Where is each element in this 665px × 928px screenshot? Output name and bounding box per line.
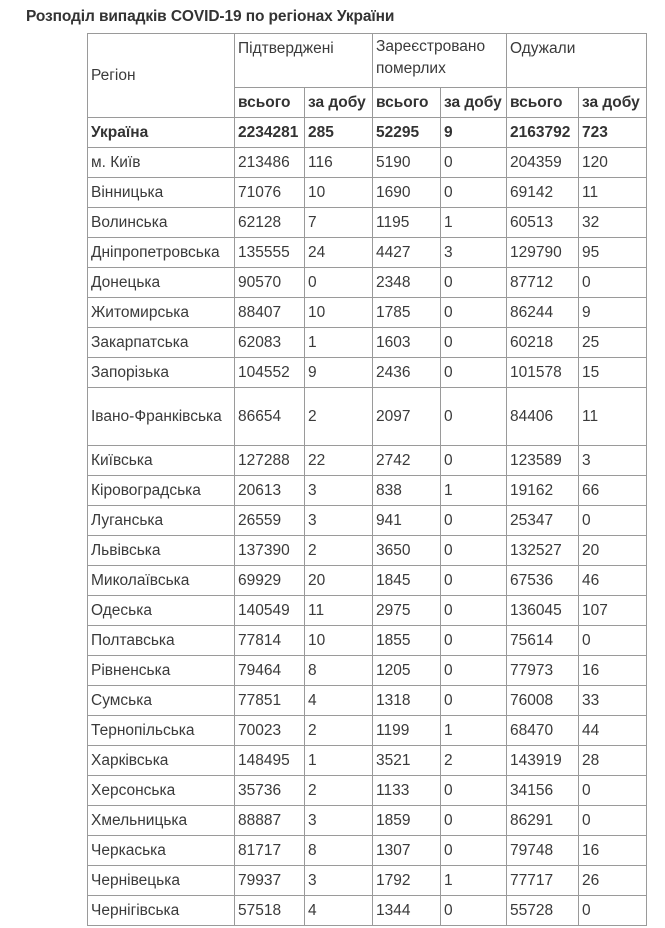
cell-deaths-total: 1205 <box>373 656 441 686</box>
cell-recovered-daily: 28 <box>579 746 647 776</box>
cell-confirmed-daily: 10 <box>305 178 373 208</box>
table-row-total <box>88 118 647 148</box>
cell-deaths-total: 3650 <box>373 536 441 566</box>
cell-confirmed-total: 57518 <box>235 896 305 926</box>
region-name: Волинська <box>88 208 235 238</box>
cell-recovered-total: 101578 <box>507 358 579 388</box>
cell-recovered-total: 123589 <box>507 446 579 476</box>
cell-recovered-daily: 11 <box>579 388 647 446</box>
table-row <box>88 178 647 208</box>
cell-confirmed-total: 71076 <box>235 178 305 208</box>
table-body <box>88 118 647 926</box>
cell-deaths-daily: 0 <box>441 896 507 926</box>
cell-confirmed-daily: 24 <box>305 238 373 268</box>
cell-deaths-total: 1603 <box>373 328 441 358</box>
region-name: Донецька <box>88 268 235 298</box>
cell-recovered-daily: 9 <box>579 298 647 328</box>
cell-recovered-total: 79748 <box>507 836 579 866</box>
cell-deaths-total: 5190 <box>373 148 441 178</box>
cell-confirmed-daily: 0 <box>305 268 373 298</box>
cell-deaths-total: 1133 <box>373 776 441 806</box>
cell-deaths-daily: 0 <box>441 776 507 806</box>
header-deaths-daily: за добу <box>441 88 507 118</box>
cell-deaths-total: 1855 <box>373 626 441 656</box>
table-row <box>88 328 647 358</box>
region-name: Харківська <box>88 746 235 776</box>
cell-confirmed-total: 90570 <box>235 268 305 298</box>
table-row <box>88 148 647 178</box>
covid-regions-table <box>87 33 647 926</box>
cell-deaths-daily: 0 <box>441 566 507 596</box>
cell-recovered-total: 129790 <box>507 238 579 268</box>
cell-deaths-daily: 0 <box>441 358 507 388</box>
region-name: Запорізька <box>88 358 235 388</box>
cell-recovered-total: 132527 <box>507 536 579 566</box>
cell-recovered-total: 76008 <box>507 686 579 716</box>
region-name: Черкаська <box>88 836 235 866</box>
header-deaths-total: всього <box>373 88 441 118</box>
cell-deaths-daily: 0 <box>441 596 507 626</box>
cell-deaths-total: 1199 <box>373 716 441 746</box>
cell-recovered-total: 69142 <box>507 178 579 208</box>
cell-confirmed-daily: 116 <box>305 148 373 178</box>
table-row <box>88 446 647 476</box>
table-row <box>88 268 647 298</box>
cell-recovered-daily: 16 <box>579 656 647 686</box>
header-recovered-total: всього <box>507 88 579 118</box>
cell-deaths-total: 941 <box>373 506 441 536</box>
cell-deaths-total: 4427 <box>373 238 441 268</box>
cell-deaths-daily: 0 <box>441 178 507 208</box>
cell-deaths-daily: 0 <box>441 536 507 566</box>
cell-confirmed-daily: 3 <box>305 506 373 536</box>
region-name: Херсонська <box>88 776 235 806</box>
cell-confirmed-daily: 2 <box>305 536 373 566</box>
cell-confirmed-daily: 8 <box>305 836 373 866</box>
cell-deaths-daily: 0 <box>441 268 507 298</box>
cell-recovered-daily: 32 <box>579 208 647 238</box>
cell-confirmed-daily: 3 <box>305 476 373 506</box>
cell-confirmed-daily: 1 <box>305 328 373 358</box>
cell-recovered-total: 86244 <box>507 298 579 328</box>
cell-confirmed-total: 62128 <box>235 208 305 238</box>
region-name: Одеська <box>88 596 235 626</box>
table-row <box>88 746 647 776</box>
cell-deaths-total: 2742 <box>373 446 441 476</box>
header-recovered-daily: за добу <box>579 88 647 118</box>
cell-deaths-daily: 1 <box>441 208 507 238</box>
cell-deaths-total: 1845 <box>373 566 441 596</box>
table-row <box>88 626 647 656</box>
table-row <box>88 866 647 896</box>
cell-deaths-daily: 0 <box>441 656 507 686</box>
region-name: м. Київ <box>88 148 235 178</box>
cell-confirmed-daily: 2 <box>305 776 373 806</box>
cell-confirmed-total: 26559 <box>235 506 305 536</box>
cell-confirmed-daily: 1 <box>305 746 373 776</box>
cell-confirmed-daily: 8 <box>305 656 373 686</box>
cell-recovered-daily: 20 <box>579 536 647 566</box>
table-row <box>88 388 647 446</box>
cell-deaths-total: 1792 <box>373 866 441 896</box>
cell-confirmed-daily: 4 <box>305 896 373 926</box>
header-confirmed-daily: за добу <box>305 88 373 118</box>
cell-recovered-total: 143919 <box>507 746 579 776</box>
header-region: Регіон <box>88 34 235 118</box>
cell-recovered-daily: 26 <box>579 866 647 896</box>
region-name: Дніпропетровська <box>88 238 235 268</box>
cell-confirmed-total: 77814 <box>235 626 305 656</box>
cell-recovered-daily: 15 <box>579 358 647 388</box>
cell-deaths-daily: 9 <box>441 118 507 148</box>
cell-deaths-total: 1690 <box>373 178 441 208</box>
cell-confirmed-total: 88887 <box>235 806 305 836</box>
table-row <box>88 536 647 566</box>
cell-confirmed-total: 213486 <box>235 148 305 178</box>
cell-confirmed-daily: 2 <box>305 388 373 446</box>
cell-confirmed-daily: 9 <box>305 358 373 388</box>
cell-recovered-daily: 0 <box>579 626 647 656</box>
cell-deaths-daily: 1 <box>441 476 507 506</box>
cell-confirmed-daily: 3 <box>305 866 373 896</box>
cell-deaths-daily: 0 <box>441 148 507 178</box>
cell-recovered-total: 19162 <box>507 476 579 506</box>
cell-confirmed-total: 69929 <box>235 566 305 596</box>
table-row <box>88 686 647 716</box>
cell-recovered-daily: 107 <box>579 596 647 626</box>
cell-deaths-daily: 0 <box>441 626 507 656</box>
cell-confirmed-total: 62083 <box>235 328 305 358</box>
table-row <box>88 836 647 866</box>
cell-recovered-daily: 0 <box>579 776 647 806</box>
cell-recovered-total: 60218 <box>507 328 579 358</box>
cell-recovered-daily: 33 <box>579 686 647 716</box>
cell-recovered-total: 34156 <box>507 776 579 806</box>
cell-confirmed-total: 104552 <box>235 358 305 388</box>
cell-deaths-daily: 0 <box>441 686 507 716</box>
cell-recovered-total: 87712 <box>507 268 579 298</box>
cell-deaths-total: 2348 <box>373 268 441 298</box>
cell-confirmed-total: 35736 <box>235 776 305 806</box>
cell-recovered-daily: 25 <box>579 328 647 358</box>
cell-confirmed-daily: 22 <box>305 446 373 476</box>
cell-deaths-total: 838 <box>373 476 441 506</box>
cell-confirmed-total: 81717 <box>235 836 305 866</box>
region-name: Хмельницька <box>88 806 235 836</box>
cell-deaths-daily: 1 <box>441 866 507 896</box>
cell-deaths-daily: 1 <box>441 716 507 746</box>
cell-deaths-total: 2436 <box>373 358 441 388</box>
cell-recovered-total: 2163792 <box>507 118 579 148</box>
cell-deaths-total: 1785 <box>373 298 441 328</box>
cell-recovered-daily: 0 <box>579 506 647 536</box>
region-name: Вінницька <box>88 178 235 208</box>
cell-confirmed-total: 127288 <box>235 446 305 476</box>
cell-confirmed-daily: 2 <box>305 716 373 746</box>
table-row <box>88 238 647 268</box>
cell-recovered-total: 55728 <box>507 896 579 926</box>
cell-confirmed-total: 137390 <box>235 536 305 566</box>
cell-recovered-daily: 723 <box>579 118 647 148</box>
cell-recovered-daily: 95 <box>579 238 647 268</box>
cell-recovered-daily: 0 <box>579 896 647 926</box>
cell-confirmed-total: 135555 <box>235 238 305 268</box>
cell-deaths-total: 2097 <box>373 388 441 446</box>
table-row <box>88 776 647 806</box>
cell-confirmed-total: 20613 <box>235 476 305 506</box>
region-name: Чернігівська <box>88 896 235 926</box>
header-recovered: Одужали <box>507 34 647 88</box>
cell-deaths-total: 1859 <box>373 806 441 836</box>
region-name: Львівська <box>88 536 235 566</box>
region-name: Сумська <box>88 686 235 716</box>
region-name: Тернопільська <box>88 716 235 746</box>
cell-recovered-daily: 44 <box>579 716 647 746</box>
table-row <box>88 476 647 506</box>
region-name: Київська <box>88 446 235 476</box>
cell-recovered-total: 204359 <box>507 148 579 178</box>
cell-confirmed-total: 86654 <box>235 388 305 446</box>
cell-confirmed-total: 79464 <box>235 656 305 686</box>
table-row <box>88 656 647 686</box>
table-row <box>88 506 647 536</box>
cell-confirmed-total: 148495 <box>235 746 305 776</box>
cell-confirmed-total: 140549 <box>235 596 305 626</box>
table-row <box>88 358 647 388</box>
cell-deaths-total: 1318 <box>373 686 441 716</box>
header-confirmed-total: всього <box>235 88 305 118</box>
region-name: Івано-Франківська <box>88 388 235 446</box>
cell-confirmed-daily: 4 <box>305 686 373 716</box>
cell-recovered-total: 86291 <box>507 806 579 836</box>
cell-recovered-total: 68470 <box>507 716 579 746</box>
region-name: Миколаївська <box>88 566 235 596</box>
table-row <box>88 208 647 238</box>
cell-recovered-daily: 16 <box>579 836 647 866</box>
cell-confirmed-total: 70023 <box>235 716 305 746</box>
cell-recovered-total: 84406 <box>507 388 579 446</box>
cell-deaths-daily: 3 <box>441 238 507 268</box>
cell-deaths-total: 1307 <box>373 836 441 866</box>
cell-recovered-total: 60513 <box>507 208 579 238</box>
cell-confirmed-total: 79937 <box>235 866 305 896</box>
cell-deaths-daily: 0 <box>441 328 507 358</box>
cell-recovered-daily: 120 <box>579 148 647 178</box>
cell-deaths-total: 1195 <box>373 208 441 238</box>
cell-deaths-total: 3521 <box>373 746 441 776</box>
table-row <box>88 896 647 926</box>
cell-confirmed-daily: 11 <box>305 596 373 626</box>
cell-recovered-total: 67536 <box>507 566 579 596</box>
region-name: Луганська <box>88 506 235 536</box>
region-name: Житомирська <box>88 298 235 328</box>
cell-recovered-total: 136045 <box>507 596 579 626</box>
cell-recovered-total: 75614 <box>507 626 579 656</box>
cell-deaths-total: 1344 <box>373 896 441 926</box>
cell-recovered-total: 77717 <box>507 866 579 896</box>
cell-deaths-daily: 2 <box>441 746 507 776</box>
table-row <box>88 806 647 836</box>
cell-recovered-daily: 66 <box>579 476 647 506</box>
cell-deaths-total: 2975 <box>373 596 441 626</box>
cell-confirmed-daily: 10 <box>305 298 373 328</box>
cell-recovered-total: 77973 <box>507 656 579 686</box>
cell-recovered-daily: 3 <box>579 446 647 476</box>
region-name: Україна <box>88 118 235 148</box>
region-name: Чернівецька <box>88 866 235 896</box>
table-row <box>88 716 647 746</box>
cell-confirmed-daily: 285 <box>305 118 373 148</box>
cell-recovered-daily: 0 <box>579 268 647 298</box>
cell-confirmed-daily: 10 <box>305 626 373 656</box>
region-name: Рівненська <box>88 656 235 686</box>
cell-deaths-daily: 0 <box>441 446 507 476</box>
cell-confirmed-daily: 7 <box>305 208 373 238</box>
cell-confirmed-total: 88407 <box>235 298 305 328</box>
cell-recovered-daily: 46 <box>579 566 647 596</box>
region-name: Полтавська <box>88 626 235 656</box>
page-title: Розподіл випадків COVID-19 по регіонах України <box>26 8 395 25</box>
table-row <box>88 596 647 626</box>
cell-recovered-total: 25347 <box>507 506 579 536</box>
table-row <box>88 298 647 328</box>
cell-deaths-daily: 0 <box>441 806 507 836</box>
cell-confirmed-daily: 3 <box>305 806 373 836</box>
cell-confirmed-daily: 20 <box>305 566 373 596</box>
cell-deaths-daily: 0 <box>441 298 507 328</box>
region-name: Закарпатська <box>88 328 235 358</box>
cell-recovered-daily: 11 <box>579 178 647 208</box>
cell-deaths-daily: 0 <box>441 836 507 866</box>
cell-confirmed-total: 77851 <box>235 686 305 716</box>
table-row <box>88 566 647 596</box>
cell-deaths-daily: 0 <box>441 388 507 446</box>
header-deaths: Зареєстровано померлих <box>373 34 507 88</box>
cell-recovered-daily: 0 <box>579 806 647 836</box>
header-confirmed: Підтверджені <box>235 34 373 88</box>
region-name: Кіровоградська <box>88 476 235 506</box>
cell-deaths-total: 52295 <box>373 118 441 148</box>
cell-confirmed-total: 2234281 <box>235 118 305 148</box>
cell-deaths-daily: 0 <box>441 506 507 536</box>
